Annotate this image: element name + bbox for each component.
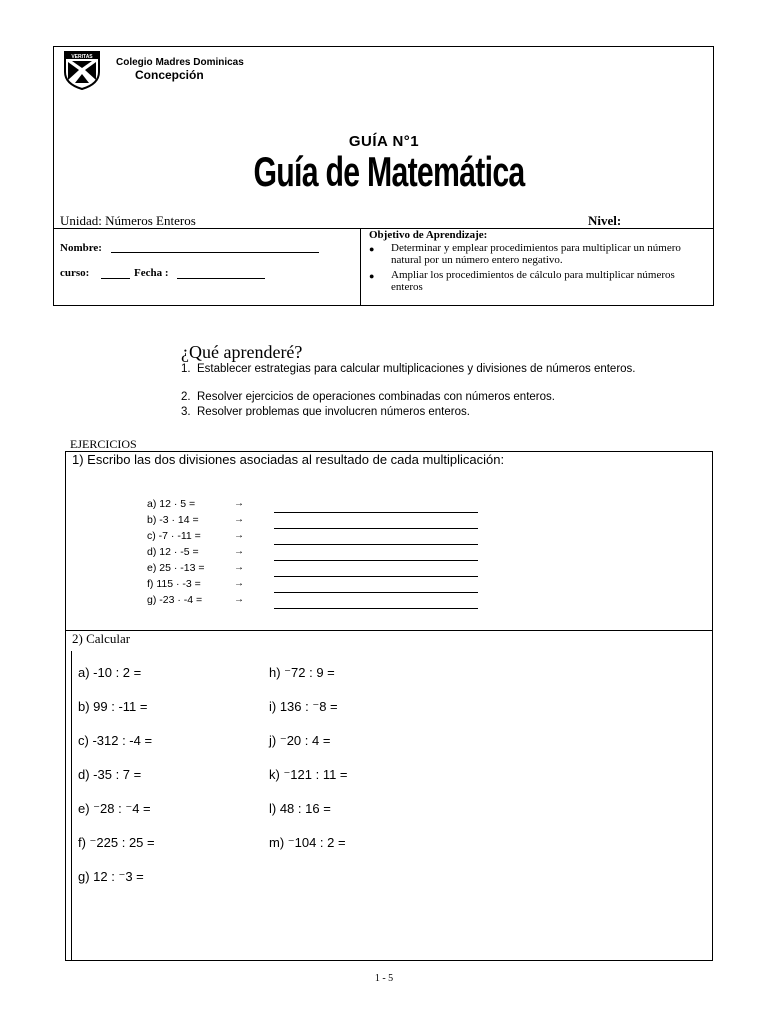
course-label: curso: — [60, 267, 90, 279]
objective-item — [369, 242, 699, 266]
date-label: Fecha : — [134, 267, 169, 279]
bullet-icon: ● — [369, 244, 375, 254]
ex2-item-i: i) 136 : ⁻8 = — [269, 699, 338, 714]
unit-label: Unidad: Números Enteros — [60, 213, 196, 228]
learn-item: 3. Resolver problemas que involucren números enteros. — [181, 406, 470, 416]
exercises-label: EJERCICIOS — [70, 437, 137, 451]
learn-item: 1. Establecer estrategias para calcular multiplicaciones y divisiones de números enteros. — [181, 363, 636, 375]
arrow-right-icon: → — [234, 514, 244, 525]
objective-title: Objetivo de Aprendizaje: — [369, 229, 488, 241]
ex1-item-g: g) -23 · -4 = — [147, 594, 203, 606]
ex2-item-e: e) ⁻28 : ⁻4 = — [78, 801, 151, 816]
answer-line[interactable] — [274, 608, 478, 609]
exercise-2-title: 2) Calcular — [72, 631, 131, 646]
answer-line[interactable] — [274, 592, 478, 593]
ex2-item-c: c) -312 : -4 = — [78, 733, 153, 748]
objective-text: Ampliar los procedimientos de cálculo para multiplicar números enteros — [391, 269, 675, 293]
arrow-right-icon: → — [234, 530, 244, 541]
guide-number: GUÍA N°1 — [348, 133, 420, 150]
exercise-margin-line — [71, 651, 72, 961]
ex2-item-l: l) 48 : 16 = — [269, 801, 331, 816]
ex2-item-g: g) 12 : ⁻3 = — [78, 869, 144, 884]
school-city: Concepción — [135, 68, 204, 82]
school-name: Colegio Madres Dominicas — [116, 57, 244, 68]
arrow-right-icon: → — [234, 562, 244, 573]
exercise-1-title: 1) Escribo las dos divisiones asociadas al resultado de cada multiplicación: — [72, 452, 505, 467]
ex1-item-f: f) 115 · -3 = — [147, 578, 201, 590]
ex2-item-k: k) ⁻121 : 11 = — [269, 767, 348, 782]
name-field-line[interactable] — [111, 252, 319, 253]
ex2-item-h: h) ⁻72 : 9 = — [269, 665, 335, 680]
ex1-item-d: d) 12 · -5 = — [147, 546, 199, 558]
bullet-icon: ● — [369, 271, 375, 281]
answer-line[interactable] — [274, 544, 478, 545]
objective-item — [369, 269, 699, 293]
arrow-right-icon: → — [234, 594, 244, 605]
learn-title: ¿Qué aprenderé? — [181, 342, 303, 362]
ex1-item-c: c) -7 · -11 = — [147, 530, 201, 542]
objective-text: Determinar y emplear procedimientos para multiplicar un número natural por un número entero negativo. — [391, 242, 681, 266]
ex1-item-e: e) 25 · -13 = — [147, 562, 205, 574]
guide-title: Guía de Matemática — [253, 148, 525, 195]
arrow-right-icon: → — [234, 498, 244, 509]
answer-line[interactable] — [274, 560, 478, 561]
course-field-line[interactable] — [101, 278, 130, 279]
name-label: Nombre: — [60, 242, 102, 254]
arrow-right-icon: → — [234, 578, 244, 589]
ex2-item-j: j) ⁻20 : 4 = — [269, 733, 331, 748]
level-label: Nivel: — [588, 213, 622, 228]
ex2-item-f: f) ⁻225 : 25 = — [78, 835, 155, 850]
school-shield-logo — [63, 50, 101, 90]
ex1-item-b: b) -3 · 14 = — [147, 514, 199, 526]
ex1-item-a: a) 12 · 5 = — [147, 498, 196, 510]
answer-line[interactable] — [274, 512, 478, 513]
ex2-item-m: m) ⁻104 : 2 = — [269, 835, 346, 850]
learn-item: 2. Resolver ejercicios de operaciones combinadas con números enteros. — [181, 391, 555, 403]
page-number: 1 - 5 — [374, 973, 394, 984]
ex2-item-d: d) -35 : 7 = — [78, 767, 142, 782]
answer-line[interactable] — [274, 576, 478, 577]
answer-line[interactable] — [274, 528, 478, 529]
arrow-right-icon: → — [234, 546, 244, 557]
exercises-divider — [65, 630, 713, 631]
date-field-line[interactable] — [177, 278, 265, 279]
header-column-divider — [360, 228, 361, 306]
learn-list — [170, 362, 670, 416]
ex2-item-a: a) -10 : 2 = — [78, 665, 142, 680]
ex2-item-b: b) 99 : -11 = — [78, 699, 148, 714]
logo-text: VERITAS — [71, 54, 93, 60]
